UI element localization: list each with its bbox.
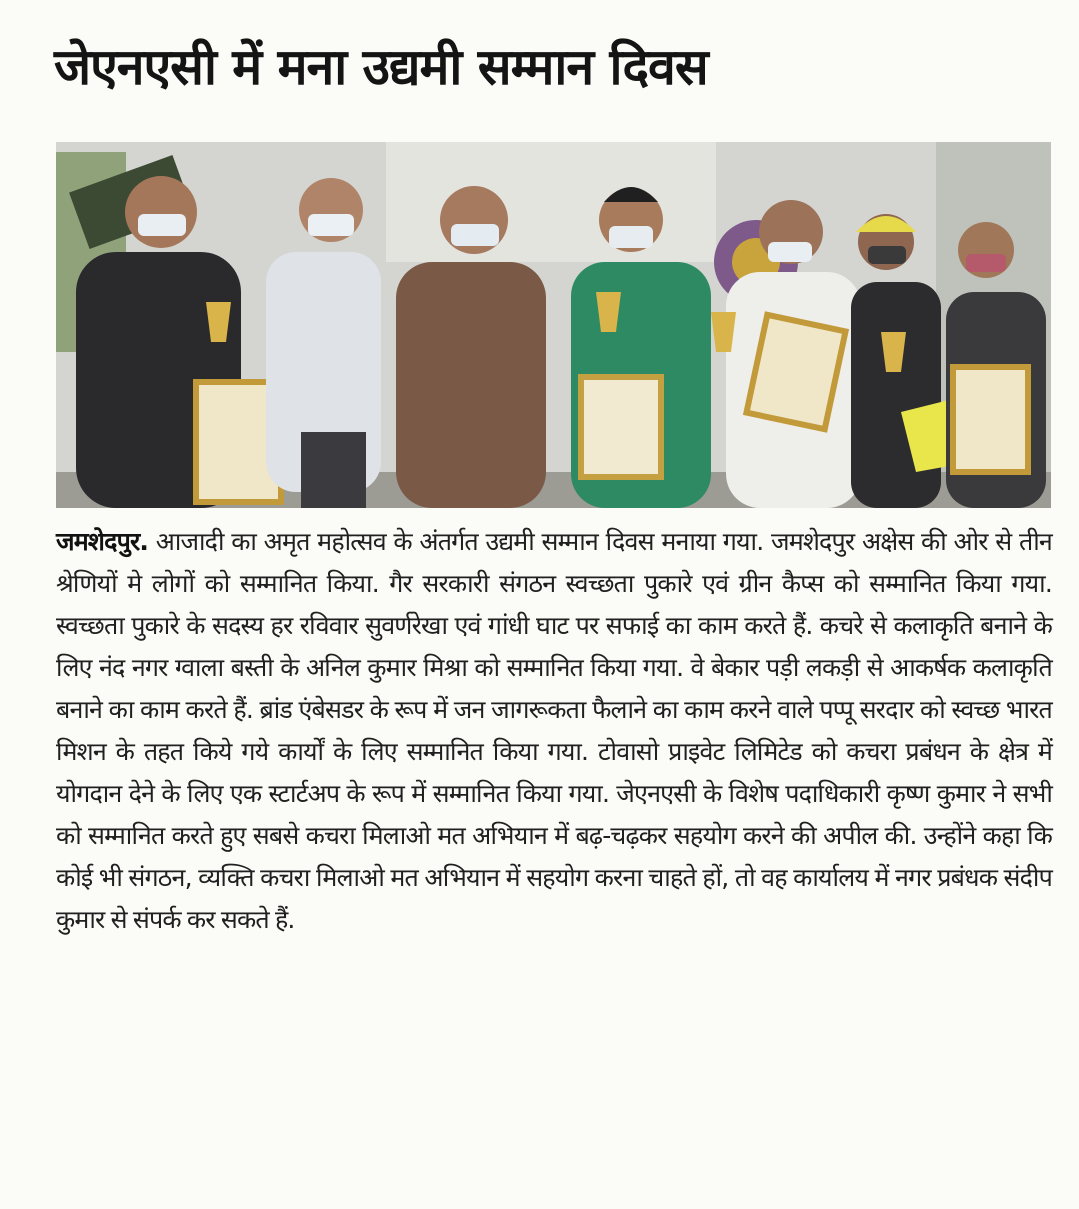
article-body bbox=[56, 521, 1052, 941]
headline: जेएनएसी में मना उद्यमी सम्मान दिवस bbox=[54, 38, 708, 96]
article-text: आजादी का अमृत महोत्सव के अंतर्गत उद्यमी सम्मान दिवस मनाया गया. जमशेदपुर अक्षेस की ओर से तीन श्रेणियों मे लोगों को सम्मानित किया. गैर सरकारी संगठन स्वच्छता पुकारे एवं ग्रीन कैप्स को सम्मानित किया गया. स्वच्छता पुकारे के सदस्य हर रविवार सुवर्णरेखा एवं गांधी घाट पर सफाई का काम करते हैं. कचरे से कलाकृति बनाने के लिए नंद नगर ग्वाला बस्ती के अनिल कुमार मिश्रा को सम्मानित किया गया. वे बेकार पड़ी लकड़ी से आकर्षक कलाकृति बनाने का काम करते हैं. ब्रांड एंबेसडर के रूप में जन जागरूकता फैलाने का काम करने वाले पप्पू सरदार को स्वच्छ भारत मिशन के तहत किये गये कार्यों के लिए सम्मानित किया गया. टोवासो प्राइवेट लिमिटेड को कचरा प्रबंधन के क्षेत्र में योगदान देने के लिए एक स्टार्टअप के रूप में सम्मानित किया गया. जेएनएसी के विशेष पदाधिकारी कृष्ण कुमार ने सभी को सम्मानित करते हुए सबसे कचरा मिलाओ मत अभियान में बढ़-चढ़कर सहयोग करने की अपील की. उन्होंने कहा कि कोई भी संगठन, व्यक्ति कचरा मिलाओ मत अभियान में सहयोग करना चाहते हों, तो वह कार्यालय में नगर प्रबंधक संदीप कुमार से संपर्क कर सकते हैं. bbox=[56, 527, 1052, 934]
group-photo-illustration bbox=[56, 142, 1051, 508]
news-photo bbox=[56, 142, 1051, 508]
dateline: जमशेदपुर. bbox=[56, 527, 149, 556]
